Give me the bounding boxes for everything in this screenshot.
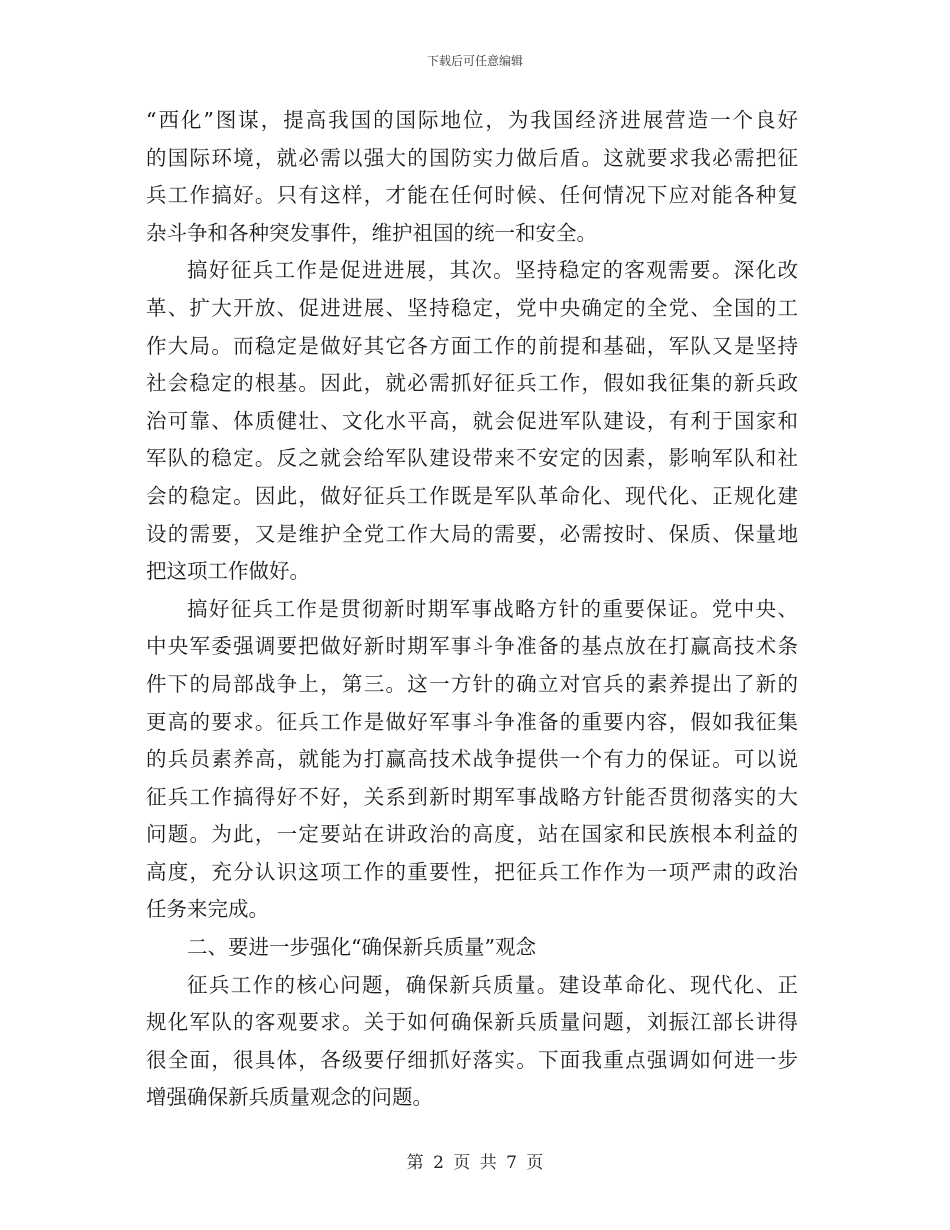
text-line: 问题。为此，一定要站在讲政治的高度，站在国家和民族根本利益的 <box>146 822 798 847</box>
paragraph <box>146 252 798 590</box>
section-heading <box>146 929 798 967</box>
text-line: 搞好征兵工作是促进进展，其次。坚持稳定的客观需要。深化改 <box>187 258 798 283</box>
text-line: 规化军队的客观要求。关于如何确保新兵质量问题，刘振江部长讲得 <box>146 1010 798 1035</box>
document-body <box>146 102 798 1117</box>
text-line: 更高的要求。征兵工作是做好军事斗争准备的重要内容，假如我征集 <box>146 709 798 734</box>
text-line: 二、要进一步强化“确保新兵质量”观念 <box>187 935 536 960</box>
text-line: 社会稳定的根基。因此，就必需抓好征兵工作，假如我征集的新兵政 <box>146 371 798 396</box>
page-header: 下载后可任意编辑 <box>426 54 523 68</box>
paragraph <box>146 591 798 929</box>
text-line: 搞好征兵工作是贯彻新时期军事战略方针的重要保证。党中央、 <box>187 596 798 621</box>
text-line: 的国际环境，就必需以强大的国防实力做后盾。这就要求我必需把征 <box>146 145 798 170</box>
text-line: 中央军委强调要把做好新时期军事斗争准备的基点放在打赢高技术条 <box>146 634 798 659</box>
paragraph <box>146 967 798 1117</box>
text-line: 件下的局部战争上，第三。这一方针的确立对官兵的素养提出了新的 <box>146 671 798 696</box>
text-line: 杂斗争和各种突发事件，维护祖国的统一和安全。 <box>146 220 597 245</box>
text-line: 会的稳定。因此，做好征兵工作既是军队革命化、现代化、正规化建 <box>146 483 798 508</box>
text-line: 征兵工作的核心问题，确保新兵质量。建设革命化、现代化、正 <box>187 972 798 997</box>
text-line: “西化”图谋，提高我国的国际地位，为我国经济进展营造一个良好 <box>146 108 798 132</box>
text-line: 征兵工作搞得好不好，关系到新时期军事战略方针能否贯彻落实的大 <box>146 784 798 809</box>
text-line: 设的需要，又是维护全党工作大局的需要，必需按时、保质、保量地 <box>146 521 798 546</box>
paragraph <box>146 102 798 252</box>
text-line: 增强确保新兵质量观念的问题。 <box>146 1085 433 1110</box>
text-line: 的兵员素养高，就能为打赢高技术战争提供一个有力的保证。可以说 <box>146 747 798 772</box>
text-line: 高度，充分认识这项工作的重要性，把征兵工作作为一项严肃的政治 <box>146 859 798 884</box>
text-line: 任务来完成。 <box>146 897 269 922</box>
text-line: 很全面，很具体，各级要仔细抓好落实。下面我重点强调如何进一步 <box>146 1047 798 1072</box>
text-line: 革、扩大开放、促进进展、坚持稳定，党中央确定的全党、全国的工 <box>146 295 798 320</box>
text-line: 作大局。而稳定是做好其它各方面工作的前提和基础，军队又是坚持 <box>146 333 798 358</box>
text-line: 兵工作搞好。只有这样，才能在任何时候、任何情况下应对能各种复 <box>146 183 798 208</box>
text-line: 军队的稳定。反之就会给军队建设带来不安定的因素，影响军队和社 <box>146 446 798 471</box>
text-line: 治可靠、体质健壮、文化水平高，就会促进军队建设，有利于国家和 <box>146 408 798 433</box>
page-number: 第 2 页 共 7 页 <box>406 1153 544 1173</box>
text-line: 把这项工作做好。 <box>146 559 310 584</box>
